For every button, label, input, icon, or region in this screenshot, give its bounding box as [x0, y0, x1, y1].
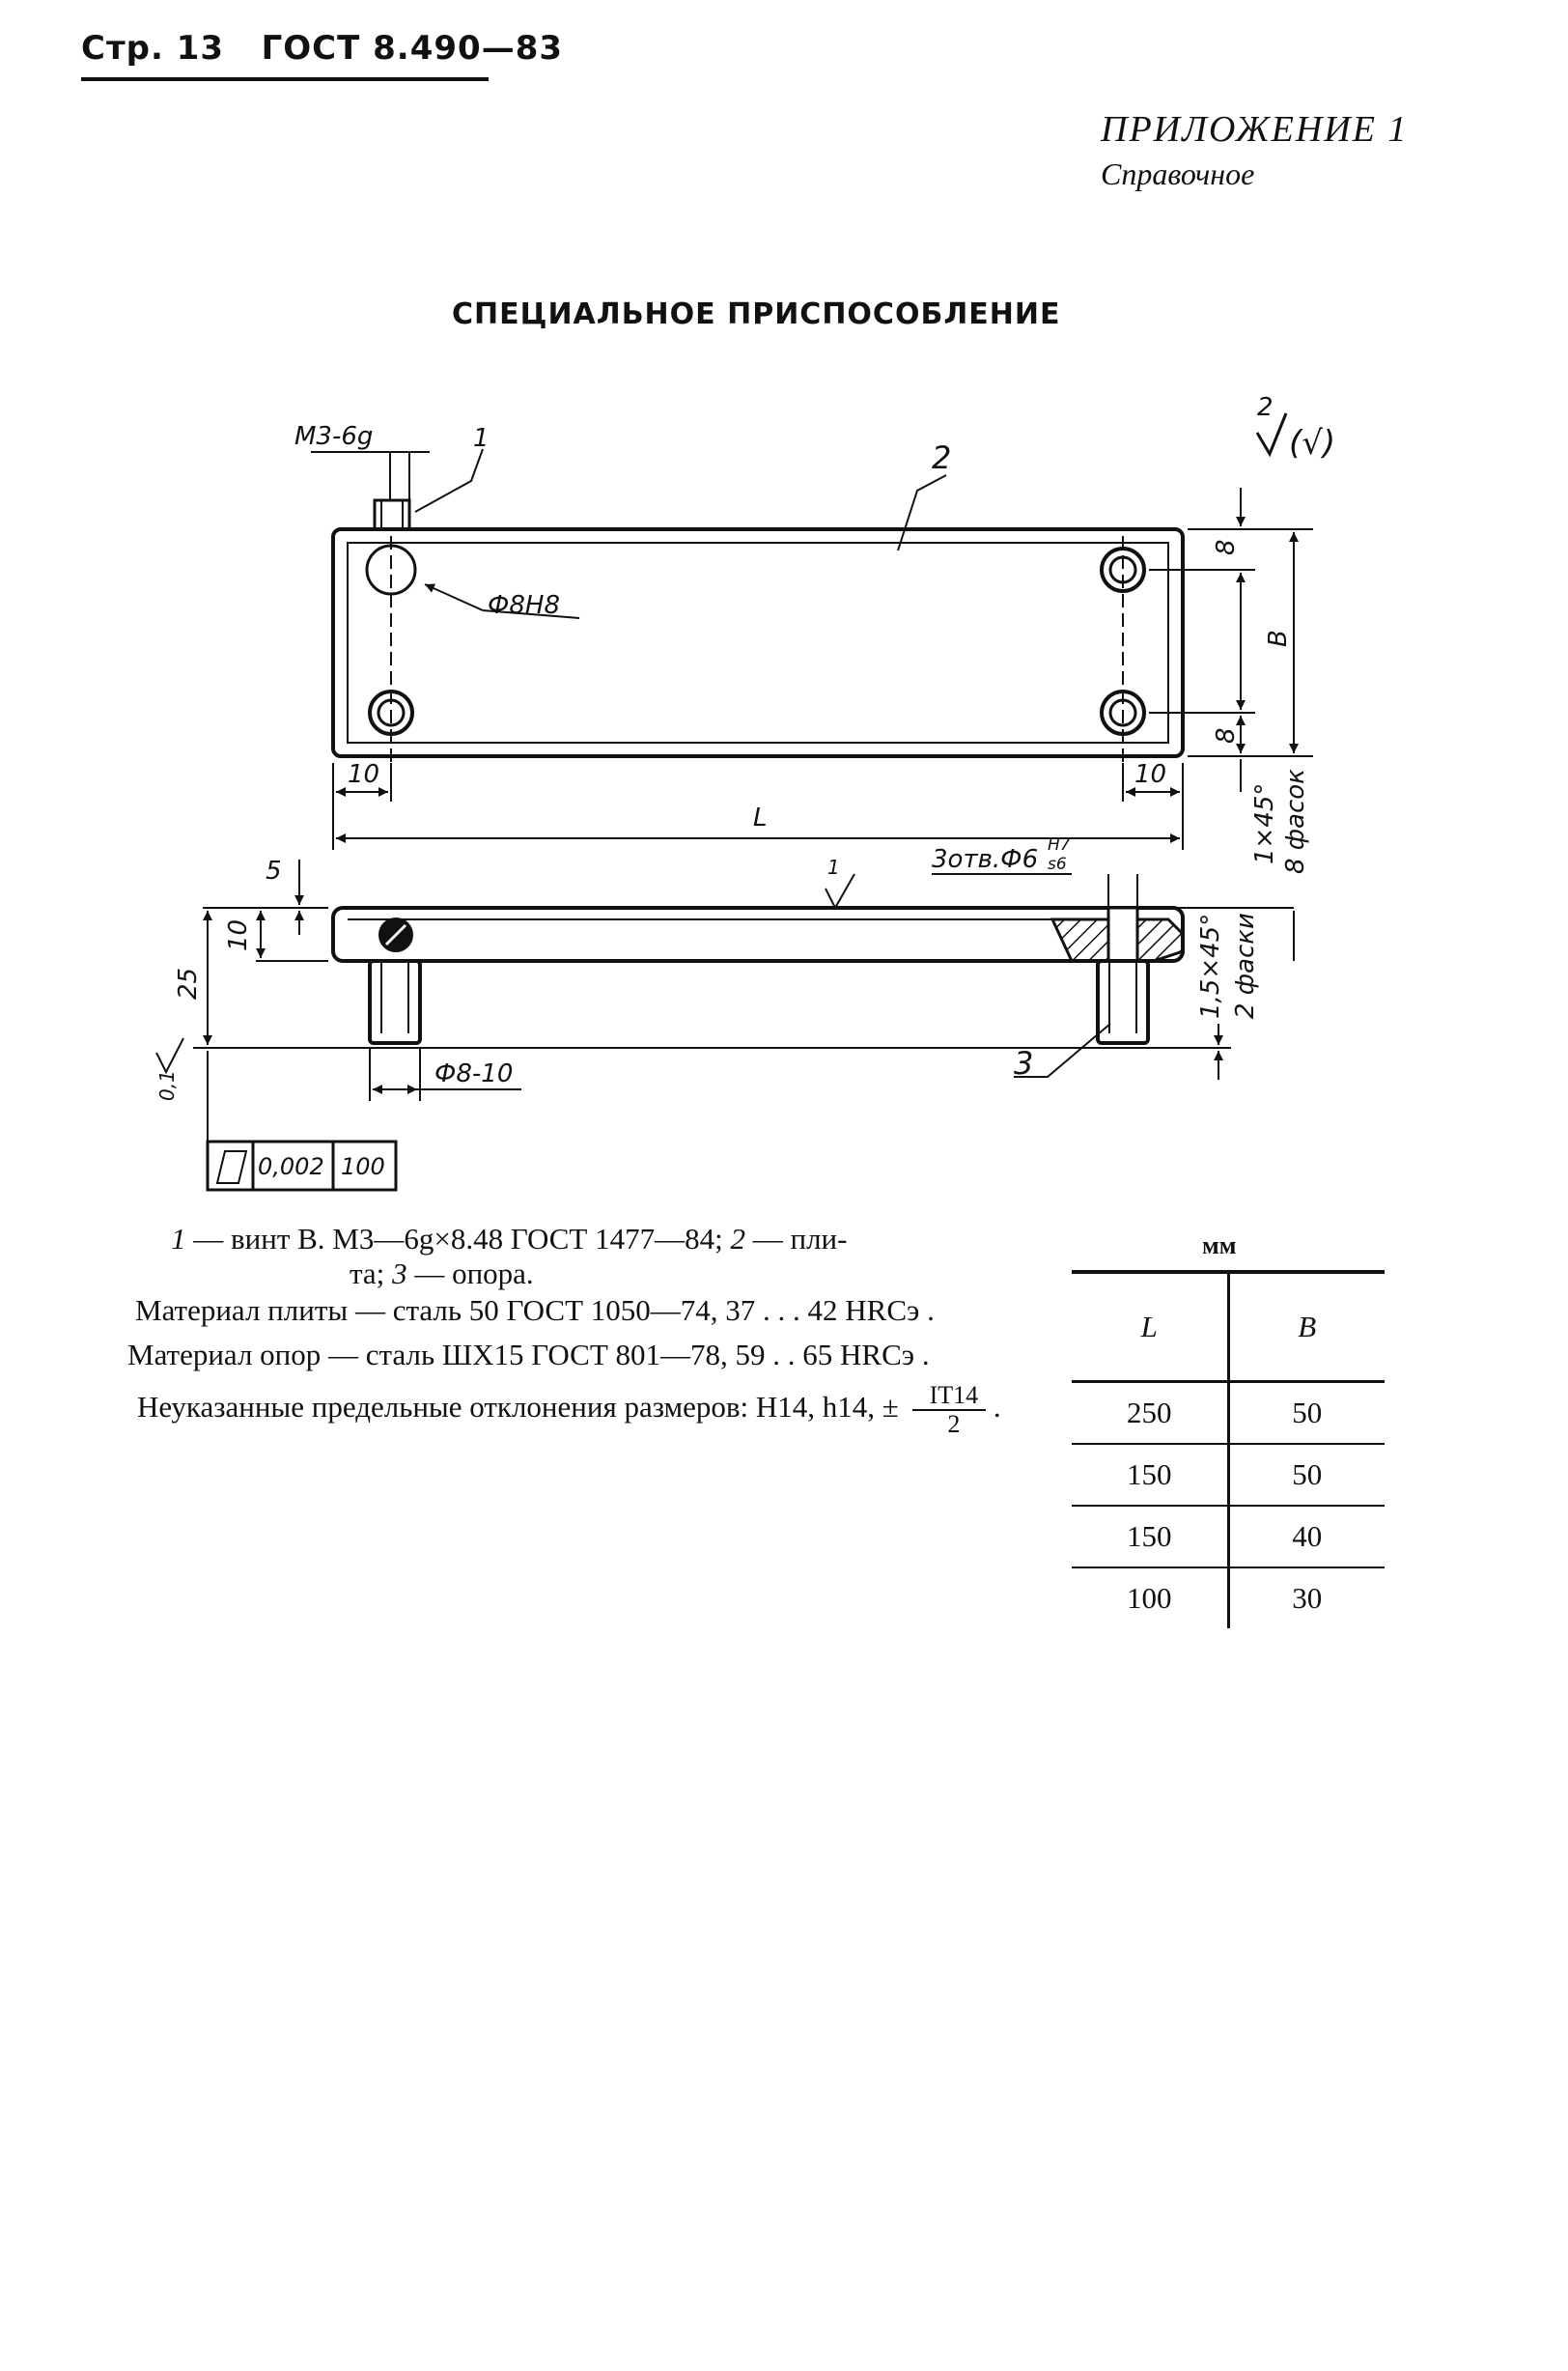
label-pos3: 3	[1014, 1045, 1034, 1082]
table-cell: 30	[1292, 1581, 1323, 1615]
label-dimL: L	[753, 804, 768, 833]
label-dim8-bottom: 8	[1212, 727, 1241, 744]
legend-pos1: 1	[171, 1222, 186, 1256]
standard-number: ГОСТ 8.490—83	[261, 29, 564, 68]
label-holes-note: 3отв.Ф6	[932, 845, 1039, 874]
label-support-diameter: Ф8-10	[434, 1059, 514, 1088]
label-hole: Ф8Н8	[488, 591, 561, 620]
label-chamfer-plate-count: 8 фасок	[1281, 769, 1310, 874]
label-pos2: 2	[932, 439, 952, 476]
table-row	[1072, 1444, 1385, 1506]
legend-line-2	[127, 1256, 1025, 1291]
table-cell: 50	[1228, 1382, 1385, 1445]
legend-pos2: 2	[730, 1222, 745, 1256]
label-surface-mark: 1	[827, 856, 840, 879]
table-cell: 50	[1228, 1444, 1385, 1506]
table-header-L: L	[1072, 1272, 1228, 1382]
label-dim10-left: 10	[348, 760, 380, 789]
legend-pos3: 3	[392, 1256, 407, 1290]
label-chamfer-support-count: 2 фаски	[1231, 913, 1260, 1019]
support-material: Материал опор — сталь ШХ15 ГОСТ 801—78, 59 . . 65 HRCэ .	[127, 1338, 930, 1371]
appendix-subtitle: Справочное	[1101, 156, 1255, 191]
label-dim8-top: 8	[1212, 539, 1241, 555]
label-dimB: B	[1264, 630, 1293, 647]
plate-material: Материал плиты — сталь 50 ГОСТ 1050—74, 37 . . . 42 HRCэ .	[135, 1293, 935, 1327]
tolerance-fraction	[912, 1382, 987, 1438]
tolerance-fraction-den: 2	[947, 1410, 961, 1438]
label-dim25: 25	[174, 967, 203, 1000]
appendix-title: ПРИЛОЖЕНИЕ 1	[1101, 109, 1409, 150]
plate-inner-chamfer	[348, 543, 1168, 743]
label-dim10-right: 10	[1134, 760, 1167, 789]
tolerances-note: Неуказанные предельные отклонения размеров: H14, h14, ± $\frac{IT14}{2}$ .	[137, 1381, 1001, 1438]
page-number: Стр. 13	[81, 29, 225, 68]
table-cell: 40	[1228, 1506, 1385, 1567]
label-chamfer-support: 1,5×45°	[1196, 913, 1225, 1019]
legend-line-1	[127, 1222, 1025, 1256]
table-row	[1072, 1506, 1385, 1567]
plate-outline	[333, 529, 1183, 756]
table-cell: 100	[1072, 1567, 1228, 1628]
legend-text-2: — пли-	[752, 1222, 848, 1256]
label-fit-den: s6	[1048, 855, 1067, 874]
legend-text-4: — опора.	[414, 1256, 534, 1290]
label-chamfer-plate: 1×45°	[1250, 782, 1279, 864]
legend-text-1: — винт В. М3—6g×8.48 ГОСТ 1477—84;	[193, 1222, 723, 1256]
table-header-row	[1072, 1272, 1385, 1382]
table-cell: 150	[1072, 1444, 1228, 1506]
label-fit-num: H7	[1048, 835, 1071, 855]
label-roughness-top-paren: (√)	[1289, 424, 1336, 463]
table-cell: 150	[1072, 1506, 1228, 1567]
label-thread: М3-6g	[294, 422, 374, 451]
support-left	[370, 961, 420, 1043]
table-units: мм	[1202, 1231, 1237, 1259]
label-flatness-length: 100	[341, 1153, 385, 1180]
label-roughness-bottom: 0,1	[155, 1070, 179, 1101]
notes-block	[127, 1222, 1025, 1438]
label-pos1: 1	[473, 424, 490, 453]
support-right	[1098, 961, 1148, 1043]
label-dim10-side: 10	[224, 918, 253, 951]
dimensions-table	[1072, 1270, 1385, 1628]
label-dim5: 5	[266, 857, 282, 886]
plate-front	[333, 908, 1183, 961]
tolerance-fraction-num: IT14	[912, 1382, 987, 1411]
label-flatness-value: 0,002	[258, 1153, 324, 1180]
document-title: СПЕЦИАЛЬНОЕ ПРИСПОСОБЛЕНИЕ	[452, 297, 1061, 331]
legend-text-3: та;	[350, 1256, 385, 1290]
table-row	[1072, 1382, 1385, 1445]
tolerances-text: Неуказанные предельные отклонения размеров: H14, h14, ±	[137, 1390, 899, 1425]
table-row	[1072, 1567, 1385, 1628]
label-roughness-top: 2	[1257, 393, 1274, 422]
table-cell: 250	[1072, 1382, 1228, 1445]
table-header-B: B	[1228, 1272, 1385, 1382]
